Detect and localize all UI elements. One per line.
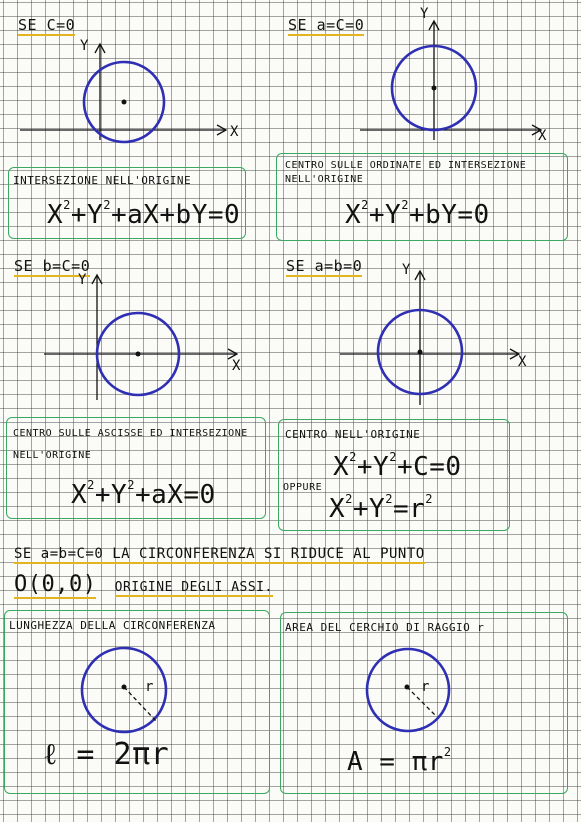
- panel6-box: [280, 612, 568, 794]
- note-line2: [14, 572, 273, 597]
- note-line1: SE a=b=C=0 LA CIRCONFERENZA SI RIDUCE AL PUNTO: [14, 546, 425, 562]
- panel5-radius-label: r: [145, 679, 154, 695]
- panel3-caption-line2: NELL'ORIGINE: [13, 450, 92, 461]
- panel6-radius-label: r: [421, 679, 430, 695]
- panel4-caption: CENTRO NELL'ORIGINE: [285, 428, 421, 441]
- panel2-x-label: X: [538, 128, 547, 144]
- panel6-formula: $A = \pi r^2$: [347, 745, 452, 777]
- panel1-caption: INTERSEZIONE NELL'ORIGINE: [13, 174, 192, 187]
- panel1-x-label: X: [230, 124, 239, 140]
- center-point: [136, 352, 141, 357]
- panel5-box: [4, 610, 270, 794]
- panel3-equation: $X^2+Y^2+aX=0$: [71, 478, 216, 510]
- panel5-title: LUNGHEZZA DELLA CIRCONFERENZA: [9, 619, 216, 632]
- panel4-equation1: $X^2+Y^2+C=0$: [333, 450, 462, 482]
- panel4-equation2: $X^2+Y^2=r^2$: [329, 492, 433, 524]
- panel2-y-label: Y: [420, 6, 429, 22]
- panel1-box: [8, 167, 246, 239]
- panel4-box: [278, 419, 510, 531]
- panel2-caption-line2: NELL'ORIGINE: [285, 174, 364, 185]
- panel2-equation: $X^2+Y^2+bY=0$: [345, 198, 490, 230]
- center-point: [418, 350, 423, 355]
- panel1-y-label: Y: [80, 38, 89, 54]
- center-point: [432, 86, 437, 91]
- note-point: O(0,0): [14, 572, 97, 597]
- center-point: [122, 100, 127, 105]
- panel2-condition: SE a=C=0: [288, 16, 365, 34]
- panel5-formula: ℓ = 2πr: [43, 737, 170, 772]
- panel4-x-label: X: [518, 354, 527, 370]
- panel6-title: AREA DEL CERCHIO DI RAGGIO r: [285, 621, 485, 634]
- panel1-equation: $X^2+Y^2+aX+bY=0$: [47, 198, 241, 230]
- panel2-graph: [360, 21, 541, 140]
- panel3-y-label: Y: [78, 272, 87, 288]
- panel2-box: [276, 153, 568, 241]
- panel3-box: [6, 417, 266, 519]
- panel4-condition: SE a=b=0: [286, 257, 363, 275]
- panel4-oppure: OPPURE: [283, 482, 323, 493]
- panel4-graph: [340, 271, 519, 405]
- panel3-x-label: X: [232, 358, 241, 374]
- note-text: ORIGINE DEGLI ASSI.: [114, 580, 273, 595]
- panel3-caption-line1: CENTRO SULLE ASCISSE ED INTERSEZIONE: [13, 428, 248, 439]
- panel2-caption-line1: CENTRO SULLE ORDINATE ED INTERSEZIONE: [285, 160, 527, 171]
- panel4-y-label: Y: [402, 262, 411, 278]
- panel1-graph: [20, 44, 226, 142]
- panel1-condition: SE C=0: [18, 16, 76, 34]
- panel3-condition: SE b=C=0: [14, 257, 91, 275]
- panel3-graph: [44, 275, 237, 400]
